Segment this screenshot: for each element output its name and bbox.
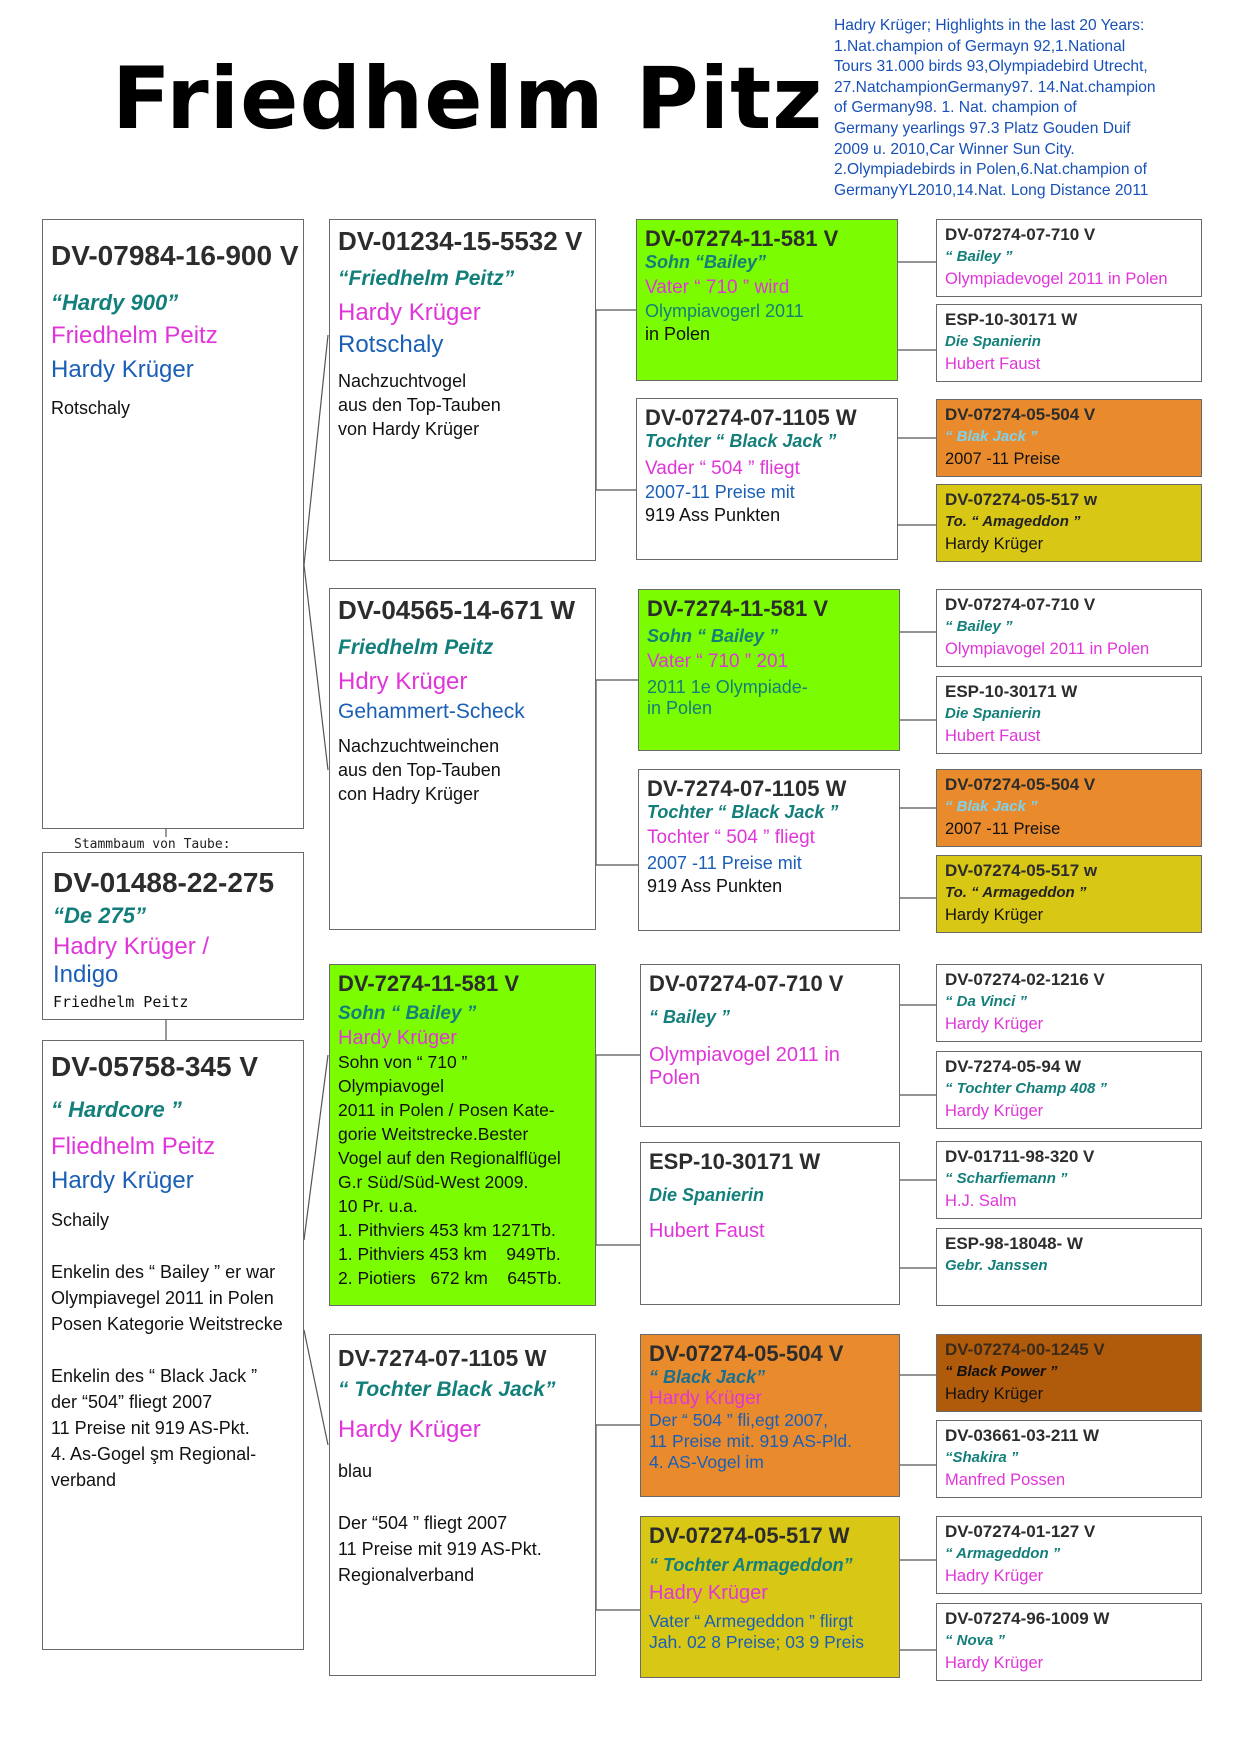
note-line: blau bbox=[338, 1461, 373, 1481]
detail-line: 919 Ass Punkten bbox=[645, 505, 781, 525]
ring-number: DV-07274-05-517 W bbox=[649, 1523, 850, 1548]
ring-number: DV-07274-05-504 V bbox=[945, 775, 1096, 794]
detail-line: 11 Preise mit. 919 AS-Pld. bbox=[649, 1431, 852, 1451]
ancestor-card[interactable] bbox=[936, 1516, 1202, 1594]
note-line: aus den Top-Tauben bbox=[338, 760, 501, 780]
pigeon-name: “ Blak Jack ” bbox=[945, 798, 1038, 815]
detail-line: Hardy Krüger bbox=[945, 906, 1044, 924]
note-line: Schaily bbox=[51, 1210, 110, 1230]
owner-name: Hardy Krüger bbox=[51, 1167, 194, 1194]
detail-line: 2007-11 Preise mit bbox=[645, 482, 795, 502]
notes bbox=[338, 369, 587, 441]
ring-number: DV-7274-05-94 W bbox=[945, 1057, 1082, 1076]
detail-line: Jah. 02 8 Preise; 03 9 Preis bbox=[649, 1632, 864, 1652]
dam-card[interactable] bbox=[42, 1040, 304, 1650]
subject-card[interactable] bbox=[42, 852, 304, 1020]
ring-number: DV-07274-02-1216 V bbox=[945, 970, 1105, 989]
detail-line: Olympiadevogel 2011 in Polen bbox=[945, 270, 1168, 288]
pigeon-name: “ Bailey ” bbox=[945, 248, 1013, 265]
note-line: 11 Preise mit 919 AS-Pkt. bbox=[338, 1539, 542, 1559]
ring-number: DV-07274-05-504 V bbox=[649, 1341, 844, 1366]
note-line: con Hadry Krüger bbox=[338, 784, 480, 804]
ring-number: DV-07274-05-517 w bbox=[945, 490, 1098, 509]
great-grandparent-card[interactable] bbox=[640, 964, 900, 1127]
notes bbox=[338, 1050, 587, 1290]
detail-line: Vater “ 710 ” wird bbox=[645, 277, 790, 298]
note-line: gorie Weitstrecke.Bester bbox=[338, 1124, 529, 1144]
color-name: Rotschaly bbox=[338, 331, 444, 358]
ancestor-card[interactable] bbox=[936, 399, 1202, 477]
note-line: 1. Pithviers 453 km 1271Tb. bbox=[338, 1220, 556, 1240]
breeder-name: Friedhelm Peitz bbox=[51, 322, 218, 349]
note-line: aus den Top-Tauben bbox=[338, 395, 501, 415]
detail-line: Manfred Possen bbox=[945, 1471, 1066, 1489]
pigeon-name: “ Tochter Armageddon” bbox=[649, 1555, 853, 1575]
sire-card[interactable] bbox=[42, 219, 304, 829]
note-line: 1. Pithviers 453 km 949Tb. bbox=[338, 1244, 561, 1264]
detail-line: Olympiavogel 2011 in bbox=[649, 1044, 840, 1066]
great-grandparent-card[interactable] bbox=[638, 589, 900, 751]
pigeon-name: To. “ Amageddon ” bbox=[945, 513, 1081, 530]
breeder-name: Friedhelm Peitz bbox=[53, 993, 189, 1011]
note-line: 10 Pr. u.a. bbox=[338, 1196, 418, 1216]
note-line: G.r Süd/Süd-West 2009. bbox=[338, 1172, 529, 1192]
ring-number: DV-07274-11-581 V bbox=[645, 226, 839, 251]
pigeon-name: Die Spanierin bbox=[945, 705, 1041, 722]
pigeon-name: “ Black Power ” bbox=[945, 1363, 1058, 1380]
detail-line: Hadry Krüger bbox=[945, 1385, 1044, 1403]
note-line: Olympiavogel bbox=[338, 1076, 445, 1096]
detail-line: Hubert Faust bbox=[945, 727, 1041, 745]
ancestor-card[interactable] bbox=[936, 1603, 1202, 1681]
ring-number: DV-07274-00-1245 V bbox=[945, 1340, 1105, 1359]
stammbaum-label: Stammbaum von Taube: bbox=[70, 837, 235, 852]
pigeon-name: Die Spanierin bbox=[649, 1185, 765, 1205]
pigeon-name: Sohn “Bailey” bbox=[645, 252, 767, 272]
ring-number: DV-07274-07-710 V bbox=[649, 971, 844, 996]
grandparent-card[interactable] bbox=[329, 1334, 596, 1676]
notes bbox=[338, 1458, 587, 1588]
ancestor-card[interactable] bbox=[936, 484, 1202, 562]
color-name: Rotschaly bbox=[51, 398, 131, 418]
grandparent-card[interactable] bbox=[329, 588, 596, 930]
detail-line: H.J. Salm bbox=[945, 1192, 1017, 1210]
ancestor-card[interactable] bbox=[936, 219, 1202, 297]
pigeon-name: “ Bailey ” bbox=[945, 618, 1013, 635]
note-line: Nachzuchtweinchen bbox=[338, 736, 500, 756]
note-line: 2011 in Polen / Posen Kate- bbox=[338, 1100, 555, 1120]
pigeon-name: Sohn “ Bailey ” bbox=[647, 626, 779, 646]
ring-number: DV-05758-345 V bbox=[51, 1051, 259, 1082]
note-line: Regionalverband bbox=[338, 1565, 475, 1585]
color-name: Indigo bbox=[53, 961, 119, 988]
detail-line: Hardy Krüger bbox=[945, 1654, 1044, 1672]
pigeon-name: Die Spanierin bbox=[945, 333, 1041, 350]
pigeon-name: Sohn “ Bailey ” bbox=[338, 1003, 477, 1024]
detail-line: Vader “ 504 ” fliegt bbox=[645, 458, 800, 479]
detail-line: 2007 -11 Preise bbox=[945, 450, 1061, 468]
great-grandparent-card[interactable] bbox=[640, 1516, 900, 1678]
highlights-line: Hadry Krüger; Highlights in the last 20 Years: bbox=[834, 17, 1145, 34]
ring-number: DV-07274-05-517 w bbox=[945, 861, 1098, 880]
note-line: der “504” fliegt 2007 bbox=[51, 1392, 213, 1412]
pigeon-name: “ Tochter Black Jack” bbox=[338, 1378, 556, 1401]
detail-line: Tochter “ 504 ” fliegt bbox=[647, 827, 815, 848]
owner-name: Hadry Krüger / bbox=[53, 933, 210, 960]
owner-name: Hardy Krüger bbox=[51, 356, 194, 383]
detail-line: Polen bbox=[649, 1067, 701, 1089]
pigeon-name: “ Hardcore ” bbox=[51, 1097, 182, 1122]
ancestor-card[interactable] bbox=[936, 1334, 1202, 1412]
ring-number: DV-7274-11-581 V bbox=[338, 971, 520, 996]
highlights-line: 27.NatchampionGermany97. 14.Nat.champion bbox=[834, 78, 1156, 96]
pigeon-name: “Shakira ” bbox=[945, 1449, 1019, 1466]
highlights-line: 2009 u. 2010,Car Winner Sun City. bbox=[834, 140, 1075, 158]
ring-number: ESP-98-18048- W bbox=[945, 1234, 1083, 1253]
breeder-name: Fliedhelm Peitz bbox=[51, 1133, 216, 1160]
detail-line: in Polen bbox=[647, 698, 713, 718]
grandparent-card[interactable] bbox=[329, 219, 596, 561]
ring-number: DV-07984-16-900 V bbox=[51, 240, 299, 271]
ring-number: DV-03661-03-211 W bbox=[945, 1426, 1100, 1445]
great-grandparent-card[interactable] bbox=[640, 1334, 900, 1497]
notes bbox=[51, 1207, 295, 1493]
detail-line: Hubert Faust bbox=[649, 1220, 765, 1242]
pigeon-name: “ Bailey ” bbox=[649, 1007, 731, 1027]
detail-line: 4. AS-Vogel im bbox=[649, 1452, 764, 1472]
ring-number: ESP-10-30171 W bbox=[945, 682, 1078, 701]
pigeon-name: “ Blak Jack ” bbox=[945, 428, 1038, 445]
ring-number: ESP-10-30171 W bbox=[649, 1149, 821, 1174]
ring-number: DV-01711-98-320 V bbox=[945, 1147, 1095, 1166]
note-line: 4. As-Gogel şm Regional- bbox=[51, 1444, 257, 1464]
highlights-line: GermanyYL2010,14.Nat. Long Distance 2011 bbox=[834, 181, 1149, 199]
ring-number: DV-07274-05-504 V bbox=[945, 405, 1096, 424]
great-grandparent-card[interactable] bbox=[636, 219, 898, 381]
ring-number: DV-04565-14-671 W bbox=[338, 595, 576, 625]
page-title: Friedhelm Pitz bbox=[112, 49, 824, 149]
note-line: Enkelin des “ Black Jack ” bbox=[51, 1366, 258, 1386]
pigeon-name: “ Scharfiemann ” bbox=[945, 1170, 1068, 1187]
owner-name: Hardy Krüger bbox=[338, 1416, 481, 1443]
pigeon-name: To. “ Armageddon ” bbox=[945, 884, 1087, 901]
ring-number: DV-07274-07-1105 W bbox=[645, 405, 857, 430]
detail-line: in Polen bbox=[645, 324, 711, 344]
ancestor-card[interactable] bbox=[936, 1228, 1202, 1306]
detail-line: Olympiavogerl 2011 bbox=[645, 301, 804, 321]
detail-line: 2007 -11 Preise mit bbox=[647, 853, 802, 873]
highlights-line: 2.Olympiadebirds in Polen,6.Nat.champion of bbox=[834, 161, 1147, 179]
note-line: 2. Piotiers 672 km 645Tb. bbox=[338, 1268, 562, 1288]
pigeon-name: Tochter “ Black Jack ” bbox=[645, 431, 837, 451]
ring-number: DV-07274-01-127 V bbox=[945, 1522, 1096, 1541]
highlights-line: Germany yearlings 97.3 Platz Gouden Duif bbox=[834, 119, 1131, 137]
note-line bbox=[51, 1337, 295, 1363]
great-grandparent-card[interactable] bbox=[636, 398, 898, 560]
note-line: 11 Preise nit 919 AS-Pkt. bbox=[51, 1418, 250, 1438]
detail-line: Der “ 504 ” fli,egt 2007, bbox=[649, 1410, 828, 1430]
pigeon-name: “ Nova ” bbox=[945, 1632, 1006, 1649]
ring-number: DV-7274-07-1105 W bbox=[647, 776, 847, 801]
detail-line: 2007 -11 Preise bbox=[945, 820, 1061, 838]
pigeon-name: “ Tochter Champ 408 ” bbox=[945, 1080, 1107, 1097]
highlights-line: Tours 31.000 birds 93,Olympiadebird Utrecht, bbox=[834, 58, 1148, 76]
ancestor-card[interactable] bbox=[936, 1420, 1202, 1498]
pigeon-name: Friedhelm Peitz bbox=[338, 636, 494, 659]
note-line: verband bbox=[51, 1470, 117, 1490]
ring-number: DV-07274-96-1009 W bbox=[945, 1609, 1110, 1628]
color-name: Gehammert-Scheck bbox=[338, 700, 525, 723]
detail-line: Hardy Krüger bbox=[945, 1102, 1044, 1120]
note-line: Sohn von “ 710 ” bbox=[338, 1052, 468, 1072]
ancestor-card[interactable] bbox=[936, 676, 1202, 754]
great-grandparent-card[interactable] bbox=[640, 1142, 900, 1305]
detail-line: Hubert Faust bbox=[945, 355, 1041, 373]
note-line: Nachzuchtvogel bbox=[338, 371, 467, 391]
pigeon-name: Tochter “ Black Jack ” bbox=[647, 802, 839, 822]
pigeon-name: “ Armageddon ” bbox=[945, 1545, 1061, 1562]
detail-line: Hardy Krüger bbox=[649, 1388, 762, 1409]
grandparent-card[interactable] bbox=[329, 964, 596, 1306]
ancestor-card[interactable] bbox=[936, 855, 1202, 933]
ancestor-card[interactable] bbox=[936, 964, 1202, 1042]
note-line bbox=[51, 1233, 295, 1259]
owner-name: Hardy Krüger bbox=[338, 299, 481, 326]
note-line bbox=[338, 1484, 587, 1510]
pigeon-name: “De 275” bbox=[53, 903, 146, 928]
ancestor-card[interactable] bbox=[936, 1141, 1202, 1219]
ring-number: ESP-10-30171 W bbox=[945, 310, 1078, 329]
detail-line: 919 Ass Punkten bbox=[647, 876, 783, 896]
pigeon-name: “ Da Vinci ” bbox=[945, 993, 1027, 1010]
ring-number: DV-7274-07-1105 W bbox=[338, 1345, 547, 1371]
pigeon-name: “ Black Jack” bbox=[649, 1367, 766, 1387]
detail-line: Vater “ 710 ” 201 bbox=[647, 651, 789, 672]
ring-number: DV-01234-15-5532 V bbox=[338, 226, 583, 256]
ring-number: DV-01488-22-275 bbox=[53, 867, 275, 898]
pigeon-name: “Friedhelm Peitz” bbox=[338, 267, 515, 290]
ancestor-card[interactable] bbox=[936, 589, 1202, 667]
detail-line: Hadry Krüger bbox=[945, 1567, 1044, 1585]
note-line: Posen Kategorie Weitstrecke bbox=[51, 1314, 283, 1334]
detail-line: Vater “ Armegeddon ” flirgt bbox=[649, 1611, 853, 1631]
detail-line: 2011 1e Olympiade- bbox=[647, 677, 808, 697]
ancestor-card[interactable] bbox=[936, 1051, 1202, 1129]
detail-line: Olympiavogel 2011 in Polen bbox=[945, 640, 1150, 658]
great-grandparent-card[interactable] bbox=[638, 769, 900, 931]
detail-line: Hadry Krüger bbox=[649, 1582, 768, 1604]
note-line: Olympiavegel 2011 in Polen bbox=[51, 1288, 274, 1308]
owner-name: Hardy Krüger bbox=[338, 1027, 457, 1049]
note-line: Der “504 ” fliegt 2007 bbox=[338, 1513, 508, 1533]
ring-number: DV-07274-07-710 V bbox=[945, 595, 1096, 614]
ring-number: DV-07274-07-710 V bbox=[945, 225, 1096, 244]
detail-line: Hardy Krüger bbox=[945, 535, 1044, 553]
owner-name: Hdry Krüger bbox=[338, 668, 468, 695]
note-line: Enkelin des “ Bailey ” er war bbox=[51, 1262, 276, 1282]
highlights-line: of Germany98. 1. Nat. champion of bbox=[834, 99, 1077, 117]
detail-line: Hardy Krüger bbox=[945, 1015, 1044, 1033]
note-line: Vogel auf den Regionalflügel bbox=[338, 1148, 561, 1168]
ancestor-card[interactable] bbox=[936, 769, 1202, 847]
pigeon-name: “Hardy 900” bbox=[51, 290, 179, 315]
pigeon-name: Gebr. Janssen bbox=[945, 1257, 1048, 1274]
note-line: von Hardy Krüger bbox=[338, 419, 480, 439]
ancestor-card[interactable] bbox=[936, 304, 1202, 382]
highlights-line: 1.Nat.champion of Germayn 92,1.National bbox=[834, 37, 1126, 55]
notes bbox=[338, 734, 587, 806]
ring-number: DV-7274-11-581 V bbox=[647, 596, 829, 621]
